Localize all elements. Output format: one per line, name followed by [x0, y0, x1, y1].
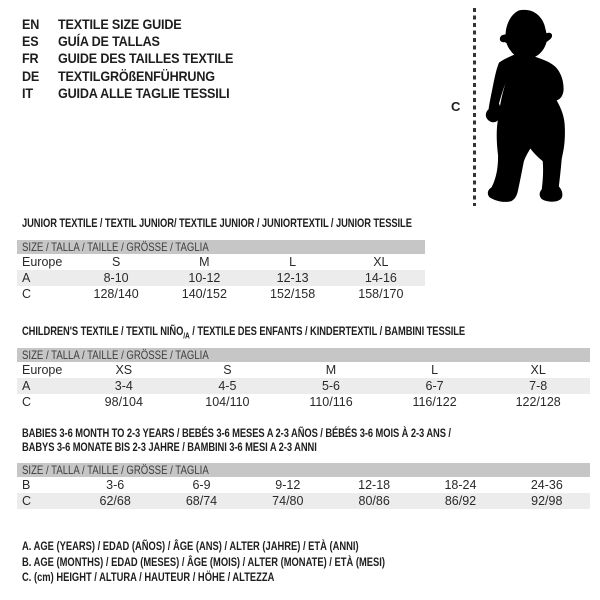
table-cell: XS	[115, 363, 133, 377]
table-cell: 3-6	[106, 478, 125, 492]
height-marker-label: C	[451, 99, 461, 114]
table-cell: 152/158	[270, 287, 316, 301]
table-cell: 128/140	[93, 287, 139, 301]
size-header-label: SIZE / TALLA / TAILLE / GRÖSSE / TAGLIA	[22, 240, 209, 254]
lang-code: ES	[22, 33, 39, 50]
children-section-title	[22, 324, 465, 342]
row-label: Europe	[22, 363, 63, 377]
table-cell: 92/98	[531, 494, 563, 508]
babies-section-title	[22, 426, 451, 454]
table-cell: M	[325, 363, 337, 377]
table-cell: 68/74	[185, 494, 218, 508]
table-cell: 6-9	[192, 478, 211, 492]
lang-title: GUÍA DE TALLAS	[58, 33, 160, 50]
table-cell: 74/80	[272, 494, 304, 508]
table-cell: 110/116	[309, 395, 353, 409]
lang-title: TEXTILE SIZE GUIDE	[58, 15, 182, 32]
lang-row-en	[22, 15, 233, 32]
children-size-table	[17, 348, 590, 410]
table-row	[17, 362, 590, 378]
table-cell: 10-12	[188, 271, 221, 285]
baby-silhouette-icon	[480, 6, 575, 206]
table-cell: 8-10	[103, 271, 129, 285]
lang-row-fr	[22, 50, 233, 67]
table-cell: 86/92	[444, 494, 477, 508]
language-title-block	[22, 15, 257, 102]
row-label: C	[22, 494, 32, 508]
lang-title: GUIDE DES TAILLES TEXTILE	[58, 50, 234, 67]
height-dashed-line	[473, 8, 476, 206]
row-label: A	[22, 379, 31, 393]
table-cell: M	[199, 255, 210, 269]
babies-size-header-bar	[17, 463, 590, 477]
legend-line-c: C. (cm) HEIGHT / ALTURA / HAUTEUR / HÖHE / ALTEZZA	[22, 570, 275, 584]
lang-code: FR	[22, 50, 39, 67]
lang-row-es	[22, 32, 233, 49]
table-cell: 122/128	[515, 395, 561, 409]
table-cell: 4-5	[218, 379, 237, 393]
table-row	[17, 493, 590, 509]
size-header-label: SIZE / TALLA / TAILLE / GRÖSSE / TAGLIA	[22, 463, 209, 477]
row-label: A	[22, 271, 31, 285]
table-cell: 6-7	[425, 379, 444, 393]
table-cell: 14-16	[364, 271, 397, 285]
table-cell: 12-18	[358, 478, 391, 492]
children-size-header-bar	[17, 348, 590, 362]
lang-code: EN	[22, 15, 40, 32]
table-cell: L	[431, 363, 439, 377]
table-row	[17, 477, 590, 493]
legend-line-b: B. AGE (MONTHS) / EDAD (MESES) / ÂGE (MOIS) / ALTER (MONATE) / ETÀ (MESI)	[22, 554, 385, 569]
babies-title-line2: BABYS 3-6 MONATE BIS 2-3 JAHRE / BAMBINI 3-6 MESI A 2-3 ANNI	[22, 440, 317, 454]
row-label: Europe	[22, 255, 63, 269]
table-cell: 9-12	[275, 478, 301, 492]
table-cell: 18-24	[444, 478, 477, 492]
junior-size-table	[17, 240, 425, 302]
row-label: C	[22, 287, 32, 301]
table-cell: 116/122	[412, 395, 457, 409]
table-cell: XL	[530, 363, 546, 377]
table-cell: 12-13	[276, 271, 309, 285]
table-cell: S	[223, 363, 232, 377]
table-cell: 98/104	[104, 395, 143, 409]
children-title-pre: CHILDREN'S TEXTILE / TEXTIL NIÑO	[22, 324, 184, 338]
table-cell: 24-36	[530, 478, 563, 492]
table-cell: S	[111, 255, 121, 269]
table-row	[17, 286, 425, 302]
children-title-post: / TEXTILE DES ENFANTS / KINDERTEXTIL / BAMBINI TESSILE	[189, 324, 466, 338]
table-cell: 80/86	[358, 494, 390, 508]
lang-row-it	[22, 85, 233, 102]
table-cell: 5-6	[321, 379, 341, 393]
table-row	[17, 394, 590, 410]
children-title-sub: /A	[183, 330, 190, 341]
legend-line-a: A. AGE (YEARS) / EDAD (AÑOS) / ÂGE (ANS) / ALTER (JAHRE) / ETÀ (ANNI)	[22, 539, 359, 553]
table-row	[17, 254, 425, 270]
table-cell: 3-4	[114, 379, 133, 393]
table-cell: XL	[373, 255, 389, 269]
junior-section-title: JUNIOR TEXTILE / TEXTIL JUNIOR/ TEXTILE JUNIOR / JUNIORTEXTIL / JUNIOR TESSILE	[22, 216, 412, 230]
table-cell: 7-8	[529, 379, 548, 393]
size-header-label: SIZE / TALLA / TAILLE / GRÖSSE / TAGLIA	[22, 348, 209, 362]
row-label: B	[22, 478, 31, 492]
babies-title-line1: BABIES 3-6 MONTH TO 2-3 YEARS / BEBÉS 3-6 MESES A 2-3 AÑOS / BÉBÉS 3-6 MOIS À 2-3 ANS /	[22, 426, 451, 440]
row-label: C	[22, 395, 32, 409]
table-row	[17, 270, 425, 286]
table-cell: 104/110	[205, 395, 250, 409]
table-cell: 62/68	[99, 494, 131, 508]
legend-block	[22, 539, 487, 586]
table-cell: 140/152	[181, 287, 227, 301]
table-cell: 158/170	[358, 287, 404, 301]
table-cell: L	[289, 255, 297, 269]
lang-title: GUIDA ALLE TAGLIE TESSILI	[58, 85, 230, 102]
lang-row-de	[22, 67, 233, 84]
lang-title: TEXTILGRÖßENFÜHRUNG	[58, 67, 215, 84]
table-row	[17, 378, 590, 394]
babies-size-table	[17, 463, 590, 509]
junior-size-header-bar	[17, 240, 425, 254]
lang-code: DE	[22, 67, 40, 84]
lang-code: IT	[22, 85, 33, 102]
